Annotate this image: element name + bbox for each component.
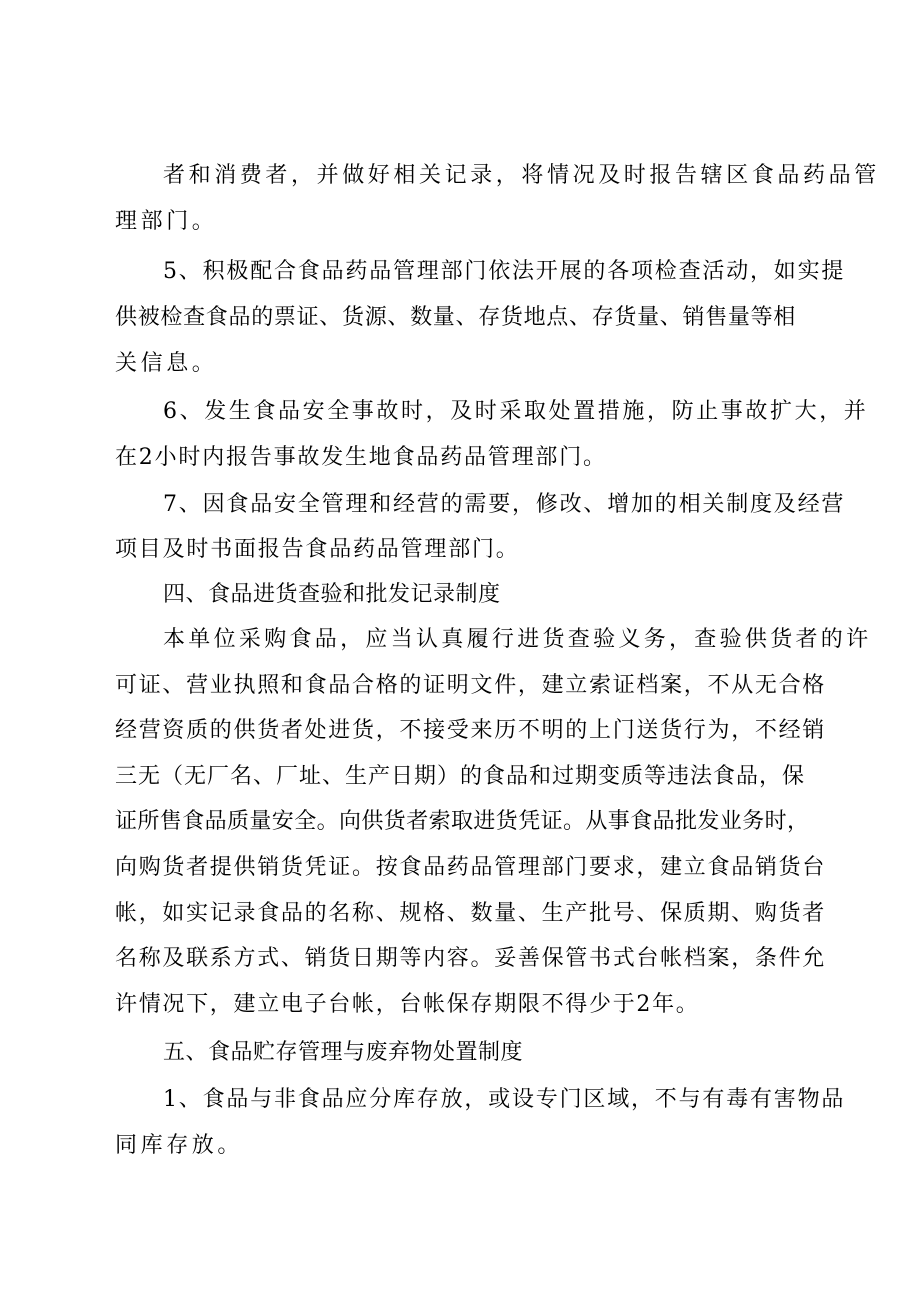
paragraph-line: 三无（无厂名、厂址、生产日期）的食品和过期变质等违法食品，保 — [115, 764, 806, 789]
paragraph-line: 1、食品与非食品应分库存放，或设专门区域，不与有毒有害物品 — [163, 1087, 846, 1112]
paragraph-line: 理部门。 — [115, 209, 218, 234]
paragraph-line: 帐，如实记录食品的名称、规格、数量、生产批号、保质期、购货者 — [115, 901, 827, 926]
paragraph-line: 在2小时内报告事故发生地食品药品管理部门。 — [115, 445, 607, 470]
paragraph-line: 者和消费者，并做好相关记录，将情况及时报告辖区食品药品管 — [163, 163, 880, 188]
paragraph-line: 关信息。 — [115, 351, 218, 376]
paragraph-line: 名称及联系方式、销货日期等内容。妥善保管书式台帐档案，条件允 — [115, 946, 827, 971]
paragraph-line: 证所售食品质量安全。向供货者索取进货凭证。从事食品批发业务时， — [115, 809, 810, 834]
paragraph-line: 许情况下，建立电子台帐，台帐保存期限不得少于2年。 — [115, 992, 700, 1017]
paragraph-line: 项目及时书面报告食品药品管理部门。 — [115, 537, 520, 562]
paragraph-line: 经营资质的供货者处进货，不接受来历不明的上门送货行为，不经销 — [115, 718, 827, 743]
section-heading: 五、食品贮存管理与废弃物处置制度 — [163, 1040, 524, 1065]
paragraph-line: 供被检查食品的票证、货源、数量、存货地点、存货量、销售量等相 — [115, 305, 797, 330]
paragraph-line: 可证、营业执照和食品合格的证明文件，建立索证档案，不从无合格 — [115, 673, 827, 698]
paragraph-line: 7、因食品安全管理和经营的需要，修改、增加的相关制度及经营 — [163, 492, 846, 517]
paragraph-line: 本单位采购食品，应当认真履行进货查验义务，查验供货者的许 — [163, 627, 872, 652]
paragraph-line: 向购货者提供销货凭证。按食品药品管理部门要求，建立食品销货台 — [115, 855, 827, 880]
paragraph-line: 同库存放。 — [115, 1133, 244, 1158]
paragraph-line: 5、积极配合食品药品管理部门依法开展的各项检查活动，如实提 — [163, 259, 846, 284]
paragraph-line: 6、发生食品安全事故时，及时采取处置措施，防止事故扩大，并 — [163, 399, 869, 424]
section-heading: 四、食品进货查验和批发记录制度 — [163, 582, 501, 607]
